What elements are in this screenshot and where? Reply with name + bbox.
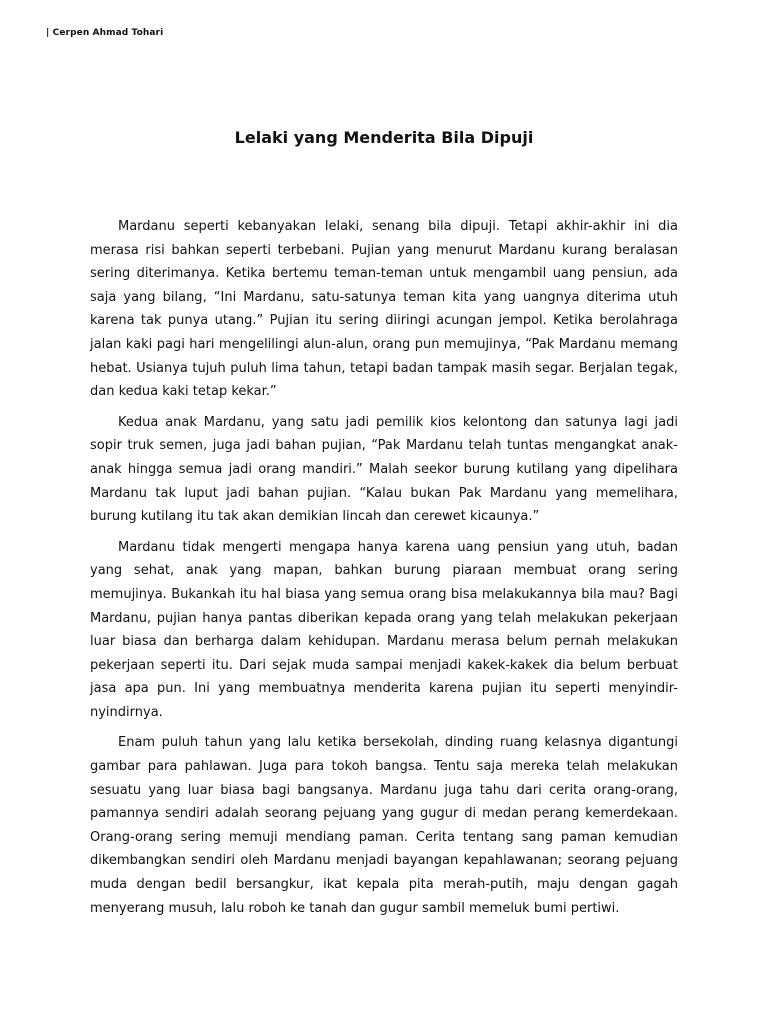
paragraph: Mardanu seperti kebanyakan lelaki, senang bila dipuji. Tetapi akhir-akhir ini dia merasa risi bahkan seperti terbebani. Pujian yang menurut Mardanu kurang beralasan sering diterimanya. Ketika bertemu teman-teman untuk mengambil uang pensiun, ada saja yang bilang, “Ini Mardanu, satu-satunya teman kita yang uangnya diterima utuh karena tak punya utang.” Pujian itu sering diiringi acungan jempol. Ketika berolahraga jalan kaki pagi hari mengelilingi alun-alun, orang pun memujinya, “Pak Mardanu memang hebat. Usianya tujuh puluh lima tahun, tetapi badan tampak masih segar. Berjalan tegak, dan kedua kaki tetap kekar.” (90, 219, 678, 400)
paragraph: Enam puluh tahun yang lalu ketika bersekolah, dinding ruang kelasnya digantungi gambar para pahlawan. Juga para tokoh bangsa. Tentu saja mereka telah melakukan sesuatu yang luar biasa bagi bangsanya. Mardanu juga tahu dari cerita orang-orang, pamannya sendiri adalah seorang pejuang yang gugur di medan perang kemerdekaan. Orang-orang sering memuji mendiang paman. Cerita tentang sang paman kemudian dikembangkan sendiri oleh Mardanu menjadi bayangan kepahlawanan; seorang pejuang muda dengan bedil bersangkur, ikat kepala pita merah-putih, maju dengan gagah menyerang musuh, lalu roboh ke tanah dan gugur sambil memeluk bumi pertiwi. (90, 735, 678, 916)
running-header: | Cerpen Ahmad Tohari (46, 28, 164, 38)
paragraph: Kedua anak Mardanu, yang satu jadi pemilik kios kelontong dan satunya lagi jadi sopir truk semen, juga jadi bahan pujian, “Pak Mardanu telah tuntas mengangkat anak-anak hingga semua jadi orang mandiri.” Malah seekor burung kutilang yang dipelihara Mardanu tak luput jadi bahan pujian. “Kalau bukan Pak Mardanu yang memelihara, burung kutilang itu tak akan demikian lincah dan cerewet kicaunya.” (90, 414, 678, 525)
story-body (90, 215, 678, 920)
paragraph: Mardanu tidak mengerti mengapa hanya karena uang pensiun yang utuh, badan yang sehat, anak yang mapan, bahkan burung piaraan membuat orang sering memujinya. Bukankah itu hal biasa yang semua orang bisa melakukannya bila mau? Bagi Mardanu, pujian hanya pantas diberikan kepada orang yang telah melakukan pekerjaan luar biasa dan berharga dalam kehidupan. Mardanu merasa belum pernah melakukan pekerjaan seperti itu. Dari sejak muda sampai menjadi kakek-kakek dia belum berbuat jasa apa pun. Ini yang membuatnya menderita karena pujian itu seperti menyindir-nyindirnya. (90, 539, 678, 720)
story-title: Lelaki yang Menderita Bila Dipuji (234, 128, 534, 147)
